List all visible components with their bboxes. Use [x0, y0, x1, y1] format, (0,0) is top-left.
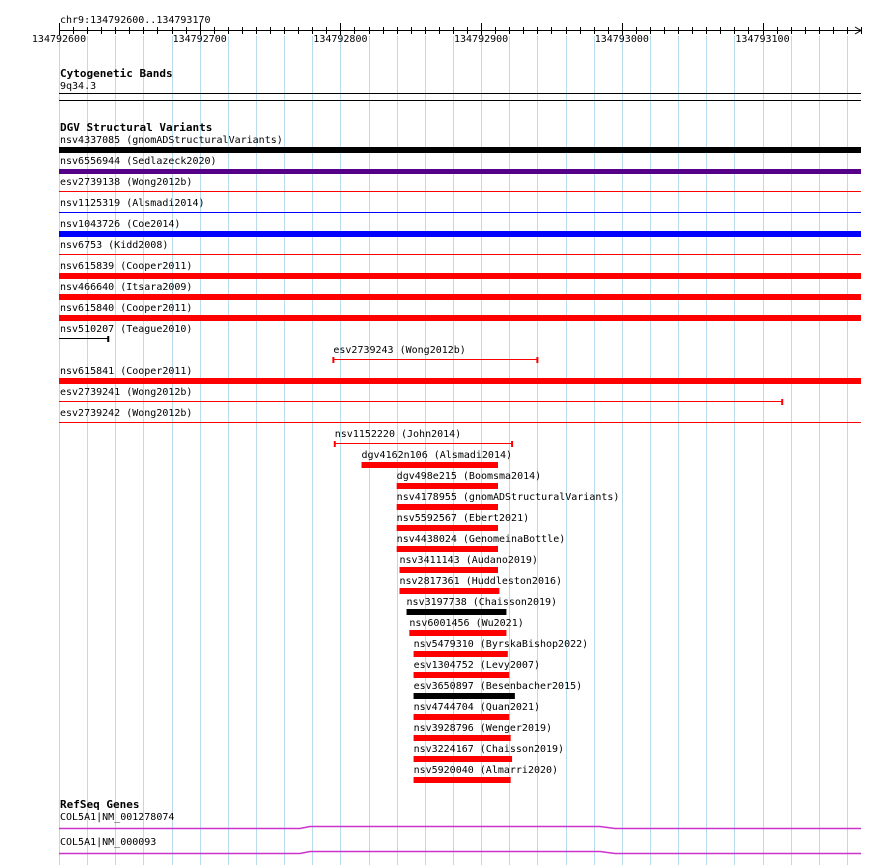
- dgv-feature-label: nsv1125319 (Alsmadi2014): [60, 198, 205, 209]
- dgv-feature-label: esv2739242 (Wong2012b): [60, 408, 193, 419]
- refseq-track: [59, 827, 861, 854]
- dgv-feature-cap: [107, 336, 109, 342]
- dgv-feature-label: nsv5479310 (ByrskaBishop2022): [413, 639, 589, 650]
- dgv-feature-label: nsv615840 (Cooper2011): [60, 303, 193, 314]
- dgv-feature-label: nsv3928796 (Wenger2019): [413, 723, 553, 734]
- dgv-feature-label: esv3650897 (Besenbacher2015): [413, 681, 583, 692]
- dgv-feature-bar: [414, 693, 515, 699]
- dgv-feature-cap: [536, 357, 538, 363]
- dgv-feature-bar: [399, 567, 497, 573]
- ruler-tick-label: 134792800: [313, 34, 368, 45]
- dgv-feature-label: nsv1043726 (Coe2014): [60, 219, 181, 230]
- dgv-feature-label: nsv466640 (Itsara2009): [60, 282, 193, 293]
- dgv-feature[interactable]: [59, 399, 783, 405]
- refseq-gene-line[interactable]: [59, 827, 861, 829]
- dgv-feature[interactable]: [59, 315, 861, 321]
- dgv-feature-label: nsv3224167 (Chaisson2019): [413, 744, 565, 755]
- dgv-feature-label: nsv4744704 (Quan2021): [413, 702, 540, 713]
- cytoband-track: [59, 94, 861, 101]
- dgv-feature-bar: [59, 315, 861, 321]
- dgv-feature-bar: [414, 651, 508, 657]
- dgv-feature[interactable]: [407, 609, 507, 615]
- dgv-feature-label: esv1304752 (Levy2007): [413, 660, 540, 671]
- dgv-feature[interactable]: [409, 630, 506, 636]
- dgv-feature-label: nsv615839 (Cooper2011): [60, 261, 193, 272]
- dgv-feature-label: nsv6753 (Kidd2008): [60, 240, 169, 251]
- dgv-feature-bar: [414, 756, 512, 762]
- dgv-feature-bar: [414, 735, 511, 741]
- dgv-feature-bar: [414, 672, 510, 678]
- dgv-feature[interactable]: [414, 735, 511, 741]
- dgv-feature-label: nsv5592567 (Ebert2021): [396, 513, 530, 524]
- dgv-feature[interactable]: [414, 714, 510, 720]
- dgv-feature-bar: [397, 546, 498, 552]
- ruler-tick-label: 134793100: [735, 34, 790, 45]
- refseq-gene-label: COL5A1|NM_000093: [60, 837, 157, 848]
- dgv-feature-bar: [409, 630, 506, 636]
- location-label: chr9:134792600..134793170: [60, 15, 211, 26]
- dgv-feature[interactable]: [59, 169, 861, 174]
- dgv-feature-label: nsv1152220 (John2014): [334, 429, 462, 440]
- ruler-tick-label: 134792700: [172, 34, 227, 45]
- dgv-feature-label: dgv498e215 (Boomsma2014): [396, 471, 542, 482]
- dgv-feature-bar: [397, 525, 498, 531]
- dgv-feature-label: nsv615841 (Cooper2011): [60, 366, 193, 377]
- dgv-feature[interactable]: [414, 777, 511, 783]
- dgv-feature-bar: [59, 294, 861, 300]
- ruler-tick-label: 134792600: [31, 34, 87, 45]
- dgv-feature-label: nsv3197738 (Chaisson2019): [406, 597, 558, 608]
- dgv-feature[interactable]: [59, 273, 861, 279]
- dgv-feature[interactable]: [59, 231, 861, 237]
- dgv-feature-label: nsv6556944 (Sedlazeck2020): [60, 156, 217, 167]
- refseq-track-title: RefSeq Genes: [60, 798, 140, 811]
- dgv-feature-label: nsv2817361 (Huddleston2016): [399, 576, 563, 587]
- dgv-feature[interactable]: [334, 441, 513, 447]
- dgv-feature[interactable]: [414, 651, 508, 657]
- dgv-feature[interactable]: [414, 672, 510, 678]
- dgv-feature-label: nsv5920040 (Almarri2020): [413, 765, 559, 776]
- dgv-feature-bar: [362, 462, 498, 468]
- dgv-feature[interactable]: [414, 756, 512, 762]
- dgv-feature-cap: [332, 357, 334, 363]
- refseq-gene-label: COL5A1|NM_001278074: [60, 812, 175, 823]
- dgv-feature-label: dgv4162n106 (Alsmadi2014): [361, 450, 513, 461]
- dgv-feature-label: esv2739243 (Wong2012b): [333, 345, 466, 356]
- dgv-feature-bar: [59, 378, 861, 384]
- dgv-feature[interactable]: [59, 336, 109, 342]
- dgv-feature-bar: [397, 504, 498, 510]
- dgv-feature-bar: [59, 169, 861, 174]
- dgv-feature-label: nsv4337085 (gnomADStructuralVariants): [60, 135, 283, 146]
- dgv-feature-bar: [59, 273, 861, 279]
- dgv-track-title: DGV Structural Variants: [60, 121, 213, 134]
- dgv-feature[interactable]: [414, 693, 515, 699]
- dgv-feature[interactable]: [397, 483, 498, 489]
- dgv-feature[interactable]: [59, 294, 861, 300]
- dgv-feature-bar: [399, 588, 499, 594]
- dgv-feature-label: nsv6001456 (Wu2021): [409, 618, 524, 629]
- ruler-tick-label: 134792900: [454, 34, 509, 45]
- dgv-feature-cap: [511, 441, 513, 447]
- dgv-feature-label: esv2739138 (Wong2012b): [60, 177, 193, 188]
- dgv-feature-label: esv2739241 (Wong2012b): [60, 387, 193, 398]
- refseq-gene-line[interactable]: [59, 852, 861, 854]
- dgv-feature-bar: [414, 777, 511, 783]
- dgv-feature[interactable]: [397, 546, 498, 552]
- dgv-feature-label: nsv4178955 (gnomADStructuralVariants): [396, 492, 620, 503]
- dgv-feature-bar: [397, 483, 498, 489]
- dgv-feature-label: nsv3411143 (Audano2019): [399, 555, 538, 566]
- dgv-feature-label: nsv510207 (Teague2010): [60, 324, 193, 335]
- dgv-feature[interactable]: [397, 525, 498, 531]
- dgv-feature[interactable]: [59, 147, 861, 153]
- dgv-feature-bar: [407, 609, 507, 615]
- dgv-feature-cap: [781, 399, 783, 405]
- dgv-feature[interactable]: [362, 462, 498, 468]
- dgv-feature[interactable]: [397, 504, 498, 510]
- dgv-feature-label: nsv4438024 (GenomeinaBottle): [396, 534, 566, 545]
- dgv-feature[interactable]: [332, 357, 538, 363]
- dgv-feature[interactable]: [399, 588, 499, 594]
- dgv-feature-bar: [59, 231, 861, 237]
- dgv-feature-bar: [59, 147, 861, 153]
- dgv-feature[interactable]: [399, 567, 497, 573]
- ruler-tick-label: 134793000: [594, 34, 649, 45]
- dgv-feature-cap: [334, 441, 336, 447]
- dgv-feature-bar: [414, 714, 510, 720]
- cytoband-track-title: Cytogenetic Bands: [60, 67, 173, 80]
- dgv-feature[interactable]: [59, 378, 861, 384]
- cytoband-label: 9q34.3: [60, 81, 97, 92]
